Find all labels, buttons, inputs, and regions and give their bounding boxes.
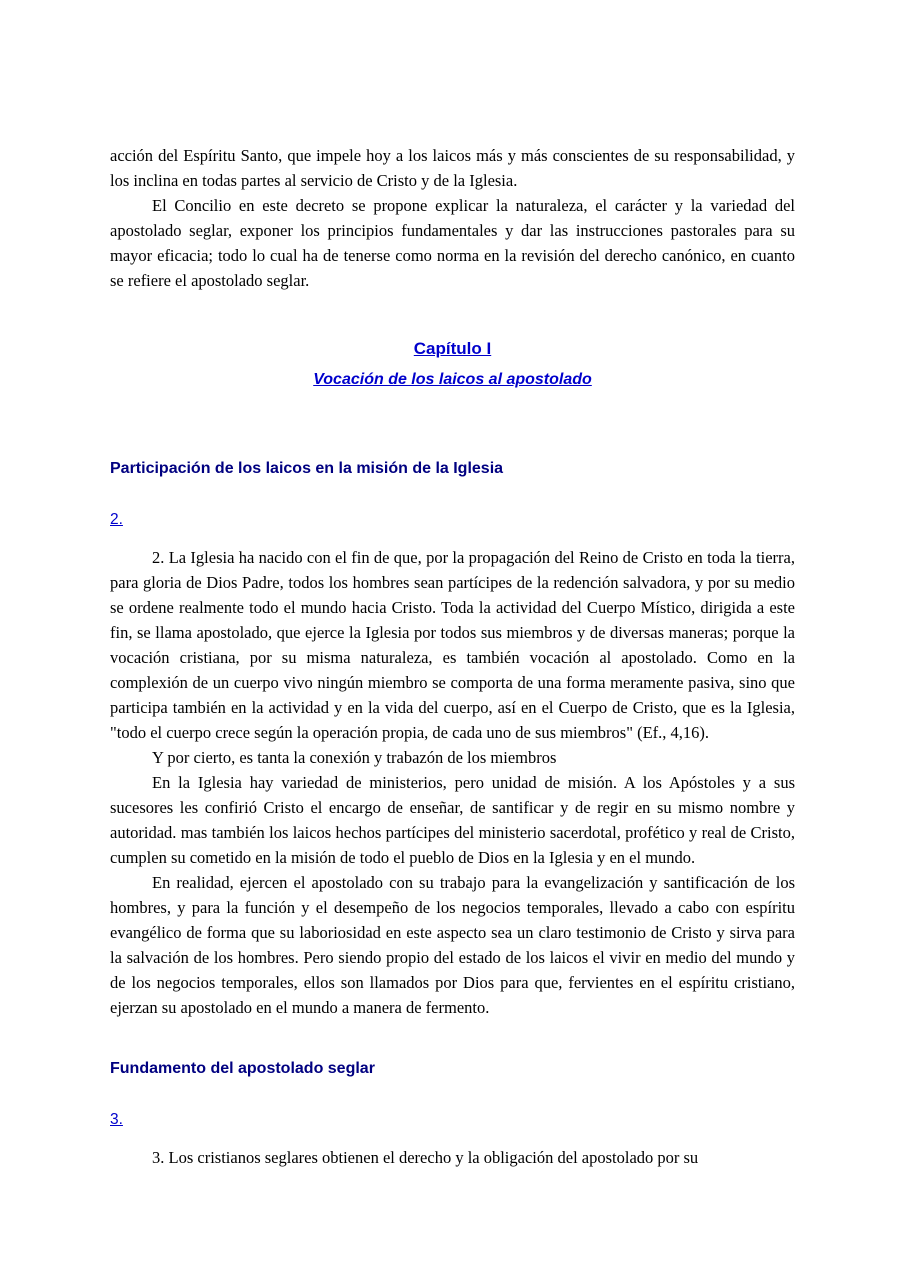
chapter-title-link[interactable]: Capítulo I [413,339,492,358]
body-paragraph-2-3: En la Iglesia hay variedad de ministerios, pero unidad de misión. A los Apóstoles y a sus sucesores les confirió Cristo el encargo de enseñar, de santificar y de regir en su mismo nombre y autoridad. mas también los laicos hechos partícipes del ministerio sacerdotal, profético y real de Cristo, cumplen su cometido en la misión de todo el pueblo de Dios en la Iglesia y en el mundo. [110,773,795,867]
body-paragraph-2-2: Y por cierto, es tanta la conexión y trabazón de los miembros [152,748,557,767]
intro-paragraph-2: El Concilio en este decreto se propone explicar la naturaleza, el carácter y la variedad del apostolado seglar, exponer los principios fundamentales y dar las instrucciones pastorales para su mayor eficacia; todo lo cual ha de tenerse como norma en la revisión del derecho canónico, en cuanto se refiere el apostolado seglar. [110,196,795,290]
chapter-title [110,337,795,361]
chapter-subtitle-link[interactable]: Vocación de los laicos al apostolado [313,371,592,388]
anchor-2 [110,509,795,531]
body-paragraph-2-1: 2. La Iglesia ha nacido con el fin de que, por la propagación del Reino de Cristo en toda la tierra, para gloria de Dios Padre, todos los hombres sean partícipes de la redención salvadora, y por su medio se ordene realmente todo el mundo hacia Cristo. Toda la actividad del Cuerpo Místico, dirigida a este fin, se llama apostolado, que ejerce la Iglesia por todos sus miembros y de diversas maneras; porque la vocación cristiana, por su misma naturaleza, es también vocación al apostolado. Como en la complexión de un cuerpo vivo ningún miembro se comporta de una forma meramente pasiva, sino que participa también en la actividad y en la vida del cuerpo, así en el Cuerpo de Cristo, que es la Iglesia, "todo el cuerpo crece según la operación propia, de cada uno de sus miembros" (Ef., 4,16). [110,548,795,742]
section-heading-participacion: Participación de los laicos en la misión de la Iglesia [110,460,504,477]
intro-paragraph-1: acción del Espíritu Santo, que impele hoy a los laicos más y más conscientes de su responsabilidad, y los inclina en todas partes al servicio de Cristo y de la Iglesia. [110,146,795,190]
body-paragraph-3-1: 3. Los cristianos seglares obtienen el derecho y la obligación del apostolado por su [152,1148,699,1167]
section-heading-fundamento: Fundamento del apostolado seglar [110,1060,375,1077]
body-paragraph-2-4: En realidad, ejercen el apostolado con su trabajo para la evangelización y santificación de los hombres, y para la función y el desempeño de los negocios temporales, llevado a cabo con espíritu evangélico de forma que su laboriosidad en este aspecto sea un claro testimonio de Cristo y sirva para la salvación de los hombres. Pero siendo propio del estado de los laicos el vivir en medio del mundo y de los negocios temporales, ellos son llamados por Dios para que, fervientes en el espíritu cristiano, ejerzan su apostolado en el mundo a manera de fermento. [110,873,795,1017]
chapter-subtitle [110,368,795,392]
anchor-2-link[interactable]: 2. [110,511,123,528]
anchor-3-link[interactable]: 3. [110,1111,123,1128]
anchor-3 [110,1109,795,1131]
